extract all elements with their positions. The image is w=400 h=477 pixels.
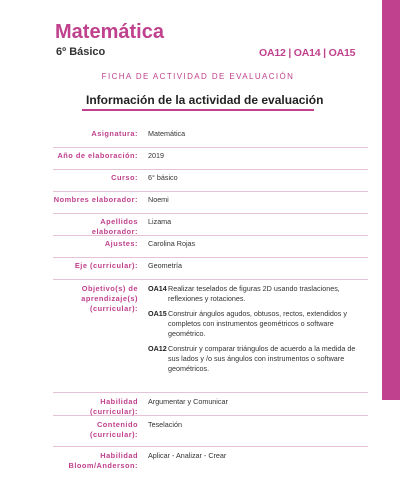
row-label [53,284,148,392]
row-value: Aplicar - Analizar - Crear [148,451,227,460]
objective-item [148,284,368,304]
row-label [53,451,148,477]
row-value: Geometría [148,261,182,270]
row-label: Ajustes: [104,239,138,248]
row-label-line: Habilidad [100,451,138,460]
objective-text: Realizar teselados de figuras 2D usando traslaciones, reflexiones y rotaciones. [168,284,340,303]
oa-codes: OA12 | OA14 | OA15 [259,47,356,59]
subject-title: Matemática [55,21,164,43]
row-label: Año de elaboración: [57,151,138,160]
ficha-title-text: FICHA DE ACTIVIDAD DE EVALUACIÓN [101,72,295,81]
row-label: Asignatura: [91,129,138,138]
row-label-line: Bloom/Anderson: [68,461,138,470]
row-value: Matemática [148,129,186,138]
row-label: Curso: [111,173,138,182]
objective-text: Construir y comparar triángulos de acuerdo a la medida de sus lados y /o sus ángulos con instrumentos o software geométricos. [168,344,356,373]
info-table [53,126,368,477]
objective-code: OA12 [148,344,167,353]
row-asignatura [53,126,368,148]
row-anio [53,148,368,170]
row-habilidad [53,393,368,416]
row-label: Habilidad (curricular): [90,397,138,416]
row-label: Nombres elaborador: [53,195,138,204]
title-underline [82,109,314,111]
row-curso [53,170,368,192]
objectives-list [148,284,368,392]
row-label: Eje (curricular): [74,261,138,270]
row-value: Noemi [148,195,169,204]
row-value: 6° básico [148,173,178,182]
objective-item [148,344,368,374]
row-bloom [53,447,368,477]
objective-item [148,309,368,339]
row-ajustes [53,236,368,258]
row-value: Lizama [148,217,172,226]
row-label-line: (curricular): [90,430,138,439]
row-value: Carolina Rojas [148,239,196,248]
row-apellidos [53,214,368,236]
row-label-line: (curricular): [90,304,138,313]
side-accent-bar [382,0,400,400]
row-label [53,420,148,446]
row-label-line: aprendizaje(s) [81,294,138,303]
objective-text: Construir ángulos agudos, obtusos, rectos, extendidos y completos con instrumentos geométricos o software geométrico. [168,309,347,338]
row-label-line: Contenido [96,420,138,429]
ficha-title [0,72,400,81]
grade-label: 6º Básico [56,46,106,58]
row-objetivos [53,280,368,393]
row-nombres [53,192,368,214]
objective-code: OA14 [148,284,167,293]
row-value: Teselación [148,420,182,429]
row-value: 2019 [148,151,164,160]
row-eje [53,258,368,280]
row-label-line: Objetivo(s) de [81,284,138,293]
objective-code: OA15 [148,309,167,318]
row-contenido [53,416,368,447]
row-label: Apellidos elaborador: [91,217,138,236]
main-title: Información de la actividad de evaluación [86,93,324,107]
row-value: Argumentar y Comunicar [148,397,228,406]
